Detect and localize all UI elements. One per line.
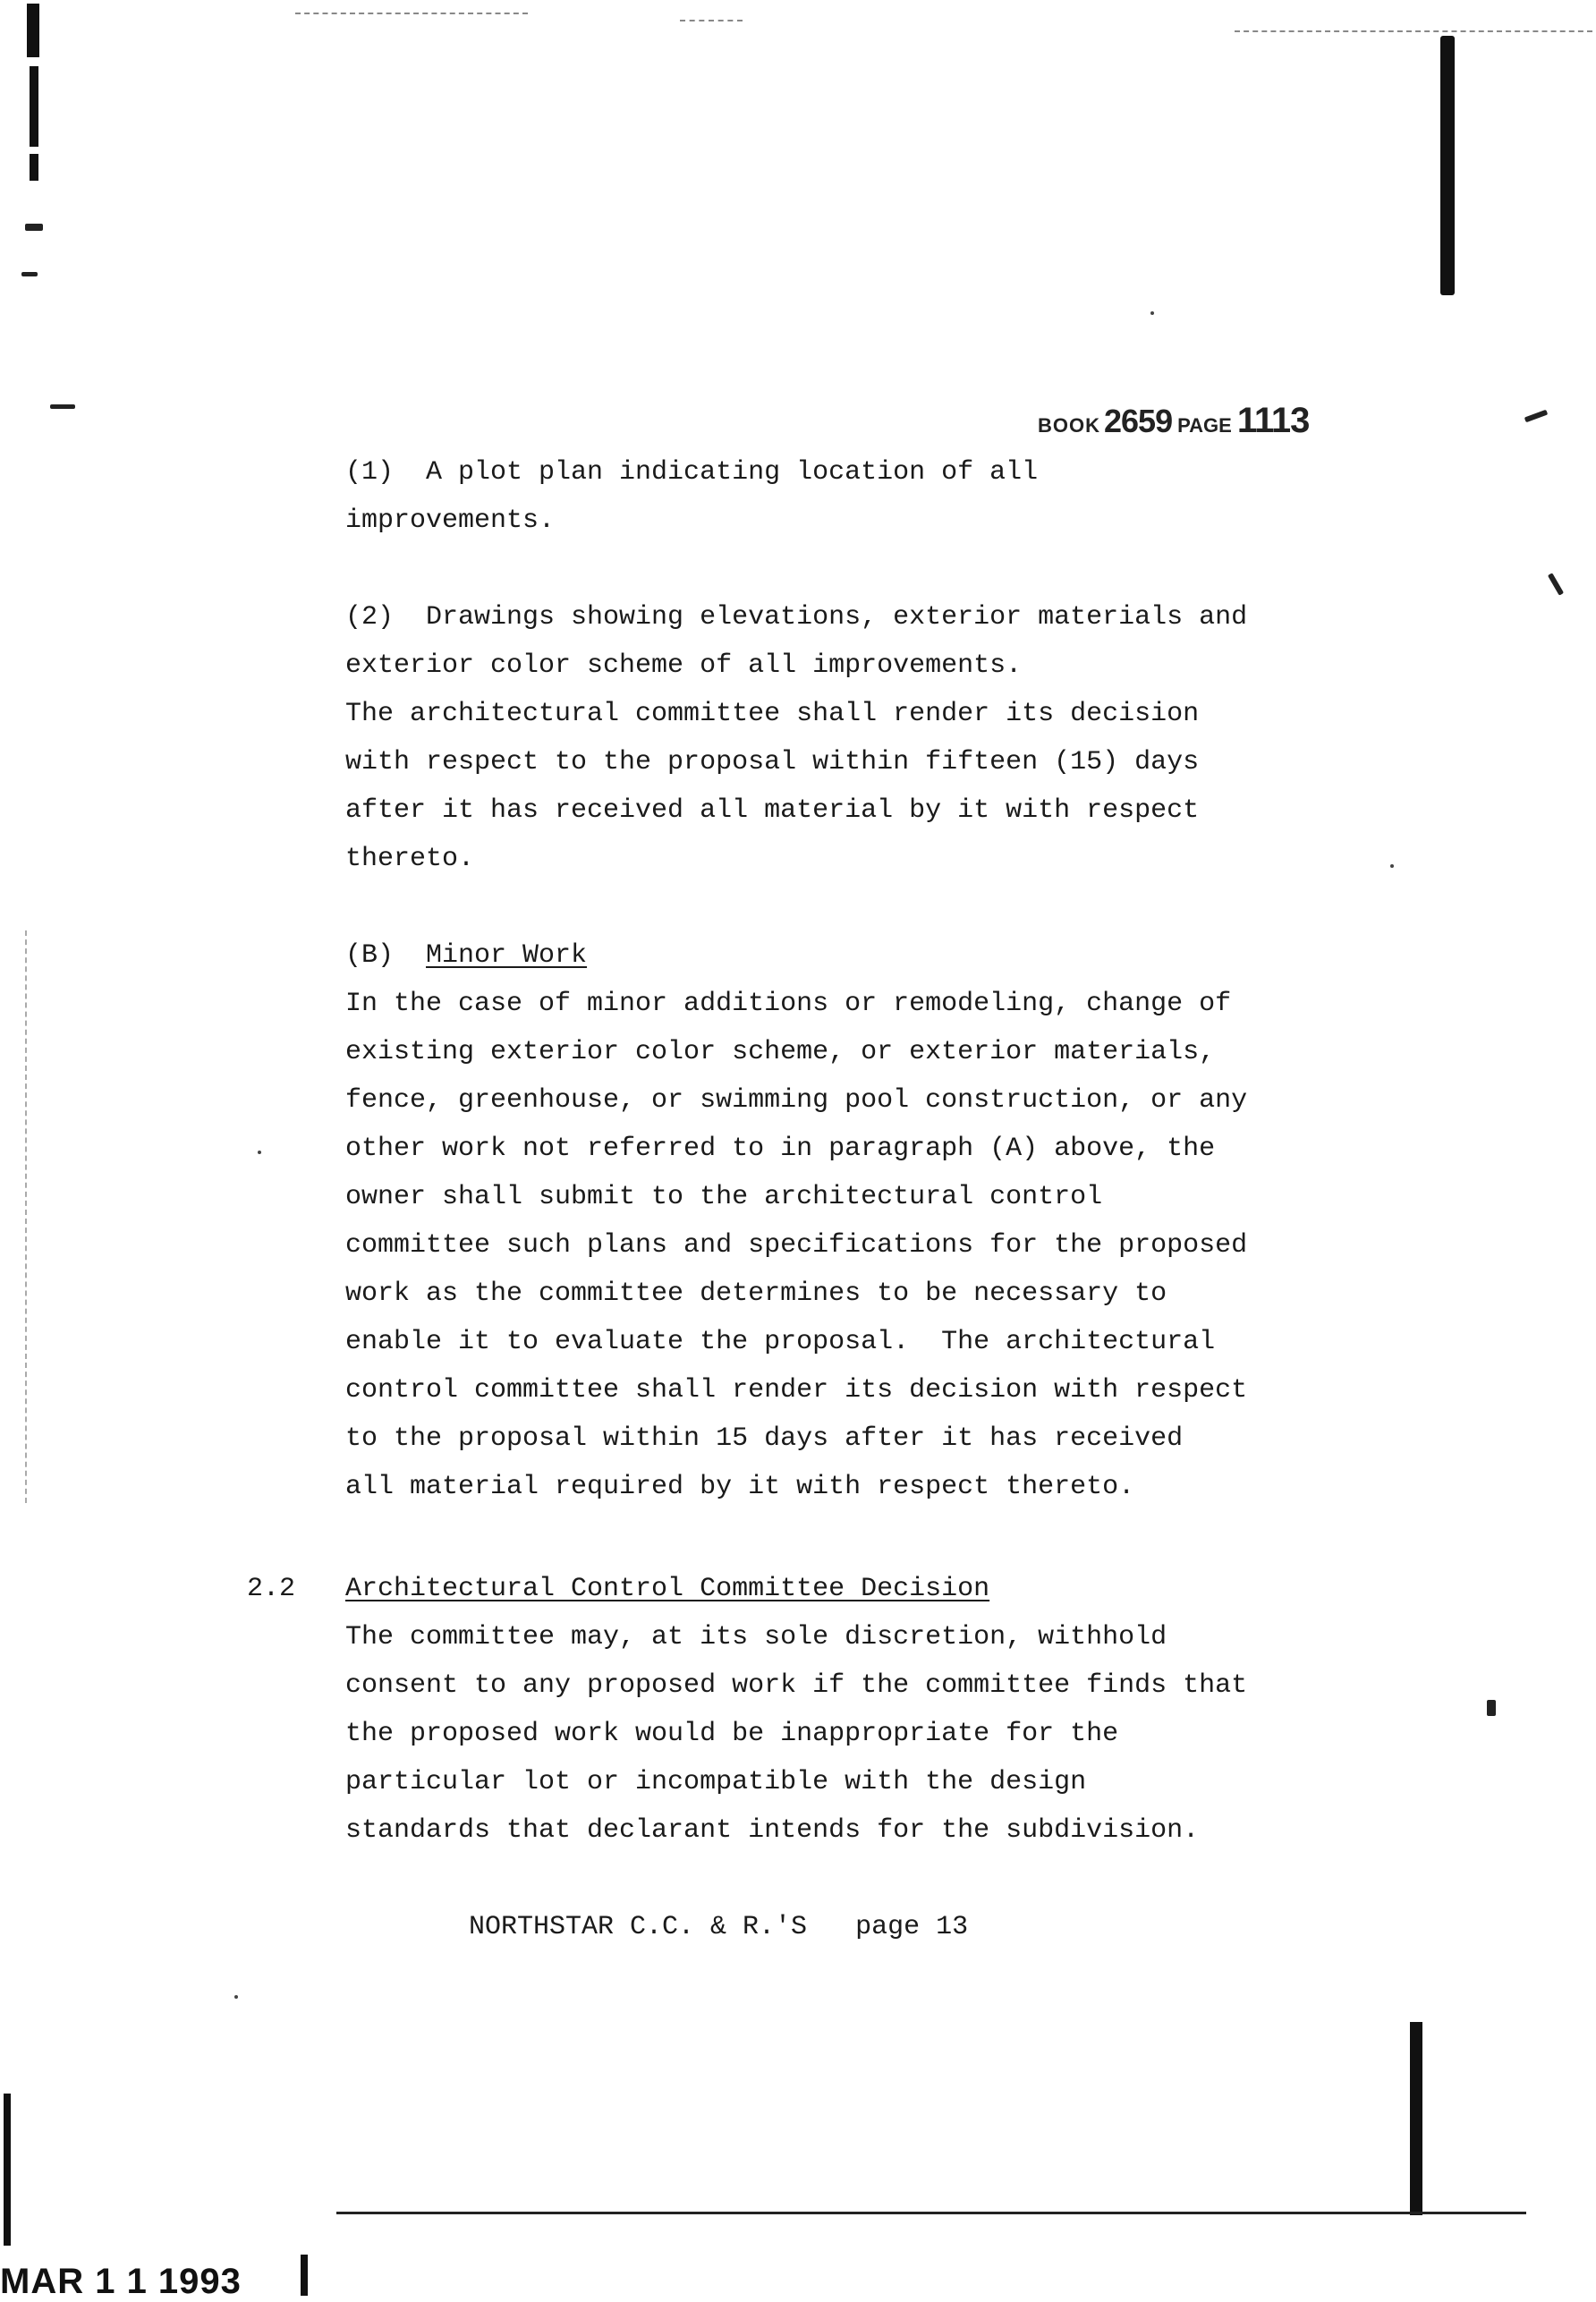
item1-line-2: improvements. [345,505,556,536]
item1-line-1: (1) A plot plan indicating location of all [345,457,1039,488]
minor-line-8: enable it to evaluate the proposal. The architectural [345,1327,1216,1357]
scan-artifact-top-line-3 [1235,30,1592,32]
stamp-book-number: 2659 [1104,403,1173,439]
scan-artifact-left-dashes [25,930,27,1503]
scan-artifact-dot-3 [258,1151,261,1154]
minor-line-7: work as the committee determines to be necessary to [345,1278,1167,1309]
scan-artifact-left-bar-2 [30,66,38,147]
scan-artifact-left-bottom-bar [4,2094,11,2246]
minor-work-label: (B) [345,940,395,971]
section-line-5: standards that declarant intends for the subdivision. [345,1815,1200,1846]
section-line-4: particular lot or incompatible with the design [345,1767,1087,1797]
decision-line-4: thereto. [345,844,475,874]
scan-artifact-left-mark-3 [50,404,75,409]
minor-line-5: owner shall submit to the architectural control [345,1182,1103,1212]
minor-line-1: In the case of minor additions or remodeling, change of [345,989,1232,1019]
scan-artifact-top-line-2 [680,20,743,21]
section-line-3: the proposed work would be inappropriate for the [345,1719,1119,1749]
scan-artifact-top-line-1 [295,13,528,14]
stamp-book-label: BOOK [1038,414,1100,437]
minor-line-2: existing exterior color scheme, or exterior materials, [345,1037,1216,1067]
minor-line-9: control committee shall render its decision with respect [345,1375,1248,1406]
minor-line-3: fence, greenhouse, or swimming pool construction, or any [345,1085,1248,1116]
scan-artifact-right-mark-3 [1487,1700,1496,1716]
stamp-page-number: 1113 [1236,401,1310,440]
scan-artifact-bottom-line [336,2212,1526,2214]
recording-stamp [1038,401,1309,441]
section-line-2: consent to any proposed work if the committee finds that [345,1670,1248,1701]
scan-artifact-right-mark-2 [1548,573,1564,596]
item2-line-2: exterior color scheme of all improvements. [345,650,1023,681]
item2-line-1: (2) Drawings showing elevations, exterior materials and [345,602,1248,633]
section-number: 2.2 [247,1574,296,1604]
section-line-1: The committee may, at its sole discretion, withhold [345,1622,1167,1652]
decision-line-1: The architectural committee shall render its decision [345,699,1200,729]
minor-line-10: to the proposal within 15 days after it has received [345,1423,1184,1454]
scan-artifact-left-bottom-tick [301,2255,308,2296]
stamp-page-label: PAGE [1177,414,1232,437]
scan-artifact-right-bottom-bar [1410,2022,1422,2215]
minor-work-heading [345,939,587,972]
scan-artifact-dot-2 [1390,864,1394,868]
scan-artifact-left-mark-1 [25,224,43,231]
scan-artifact-right-mark-1 [1524,410,1548,423]
minor-line-11: all material required by it with respect thereto. [345,1472,1135,1502]
date-stamp: MAR 1 1 1993 [0,2262,242,2301]
section-heading: Architectural Control Committee Decision [345,1574,990,1604]
minor-work-title: Minor Work [426,940,588,971]
scan-artifact-dot-4 [234,1995,238,1999]
decision-line-2: with respect to the proposal within fifteen (15) days [345,747,1200,777]
scan-artifact-left-bar-3 [30,154,38,181]
decision-line-3: after it has received all material by it with respect [345,795,1200,826]
scan-artifact-dot-1 [1150,311,1154,315]
page-footer: NORTHSTAR C.C. & R.'S page 13 [469,1912,969,1942]
scan-artifact-right-top-bar [1440,36,1455,295]
minor-line-4: other work not referred to in paragraph (A) above, the [345,1134,1216,1164]
scan-artifact-left-mark-2 [21,272,38,276]
scan-artifact-left-bar-1 [27,4,39,57]
minor-line-6: committee such plans and specifications for the proposed [345,1230,1248,1261]
